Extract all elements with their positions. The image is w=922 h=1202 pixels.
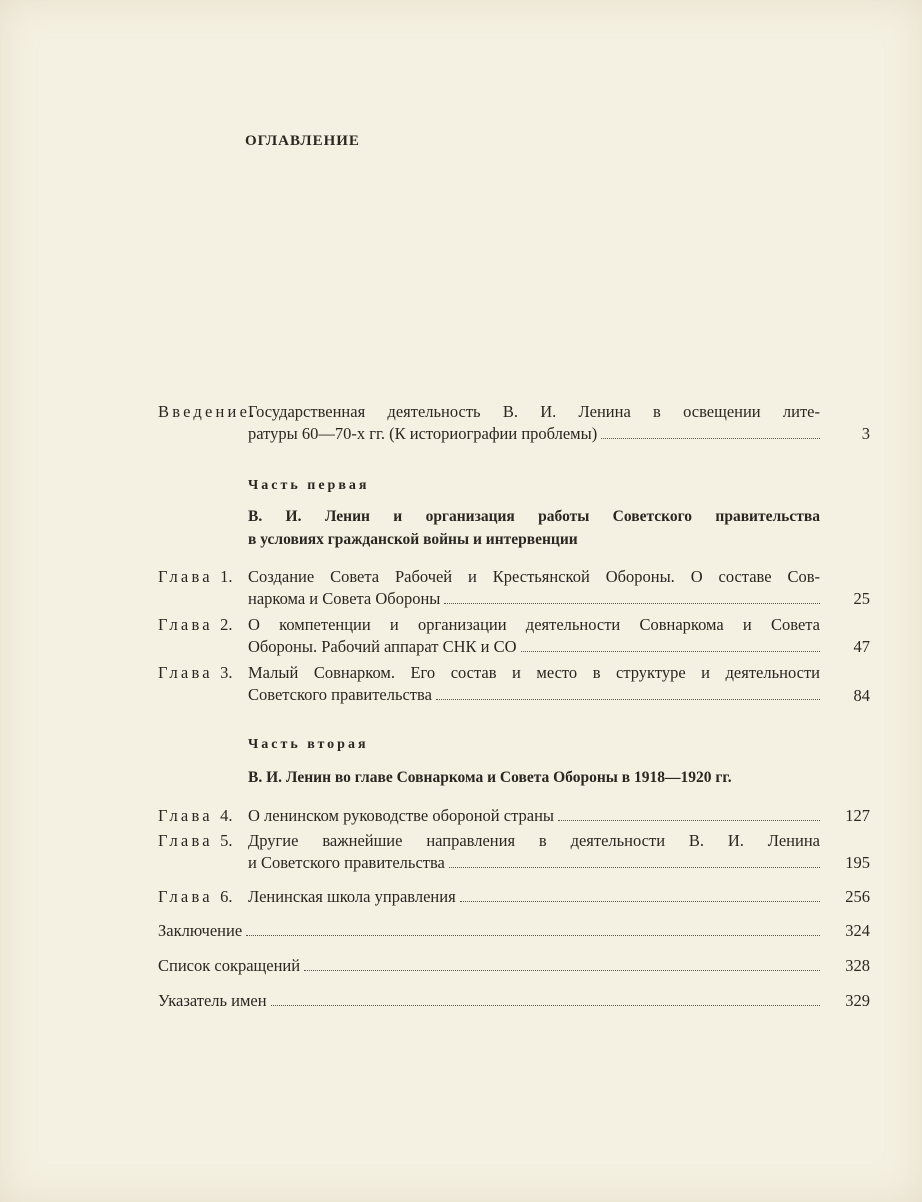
chapter-word: Глава	[158, 663, 213, 682]
entry-title-line1: О компетенции и организации деятельности Совнаркома и Совета	[248, 615, 820, 634]
dot-leader	[449, 866, 820, 868]
entry-page-number: 256	[845, 887, 870, 906]
chapter-word: Глава	[158, 887, 213, 906]
chapter-number: 4.	[220, 806, 233, 825]
entry-title-line2: Обороны. Рабочий аппарат СНК и СО	[248, 637, 517, 656]
part-one-title	[248, 505, 820, 551]
part-one-title-line2: в условиях гражданской войны и интервенции	[248, 531, 578, 548]
dot-leader	[304, 969, 820, 971]
entry-title-line1: Малый Совнарком. Его состав и место в структуре и деятельности	[248, 663, 820, 682]
chapter-number: 1.	[220, 567, 233, 586]
dot-leader	[436, 698, 820, 700]
entry-label	[158, 614, 232, 636]
entry-title-line2: наркома и Совета Обороны	[248, 589, 441, 608]
part-two-title-line: В. И. Ленин во главе Совнаркома и Совета Обороны в 1918—1920 гг.	[248, 769, 732, 786]
entry-label	[158, 566, 232, 588]
chapter-word: Глава	[158, 567, 213, 586]
entry-page-number: 328	[845, 956, 870, 975]
part-one-label: Часть первая	[248, 478, 370, 493]
chapter-word: Глава	[158, 831, 213, 850]
entry-page-number: 47	[853, 637, 870, 656]
dot-leader	[521, 650, 820, 652]
entry-page-number: 195	[845, 853, 870, 872]
entry-title: Указатель имен	[158, 991, 267, 1010]
part-two-label: Часть вторая	[248, 737, 369, 752]
chapter-number: 3.	[220, 663, 233, 682]
dot-leader	[271, 1004, 820, 1006]
entry-page-number: 324	[845, 921, 870, 940]
dot-leader	[601, 437, 820, 439]
chapter-word: Глава	[158, 615, 213, 634]
entry-title: Заключение	[158, 921, 243, 940]
entry-label	[158, 805, 232, 827]
chapter-number: 5.	[220, 831, 233, 850]
entry-label	[158, 830, 232, 852]
entry-title-line2: ратуры 60—70-х гг. (К историографии проблемы)	[248, 424, 598, 443]
entry-title-line1: Государственная деятельность В. И. Ленина в освещении лите-	[248, 402, 820, 421]
entry-title-line1: Другие важнейшие направления в деятельности В. И. Ленина	[248, 831, 820, 850]
entry-label	[158, 886, 232, 908]
dot-leader	[558, 819, 820, 821]
entry-title: О ленинском руководстве обороной страны	[248, 806, 554, 825]
entry-page-number: 84	[853, 686, 870, 705]
entry-title-line2: Советского правительства	[248, 685, 432, 704]
toc-heading: ОГЛАВЛЕНИЕ	[245, 133, 360, 149]
entry-page-number: 3	[861, 424, 870, 443]
chapter-word: Глава	[158, 806, 213, 825]
entry-page-number: 127	[845, 806, 870, 825]
entry-title: Ленинская школа управления	[248, 887, 456, 906]
entry-title: Список сокращений	[158, 956, 301, 975]
entry-label	[158, 662, 232, 684]
part-two-title	[248, 766, 838, 789]
chapter-number: 2.	[220, 615, 233, 634]
entry-title-line1: Создание Совета Рабочей и Крестьянской Обороны. О составе Сов-	[248, 567, 820, 586]
dot-leader	[460, 900, 820, 902]
dot-leader	[246, 934, 820, 936]
entry-page-number: 329	[845, 991, 870, 1010]
entry-label: Введение.	[158, 402, 258, 421]
entry-page-number: 25	[853, 589, 870, 608]
dot-leader	[444, 602, 820, 604]
part-one-title-line1: В. И. Ленин и организация работы Советского правительства	[248, 508, 820, 525]
entry-title-line2: и Советского правительства	[248, 853, 445, 872]
chapter-number: 6.	[220, 887, 233, 906]
